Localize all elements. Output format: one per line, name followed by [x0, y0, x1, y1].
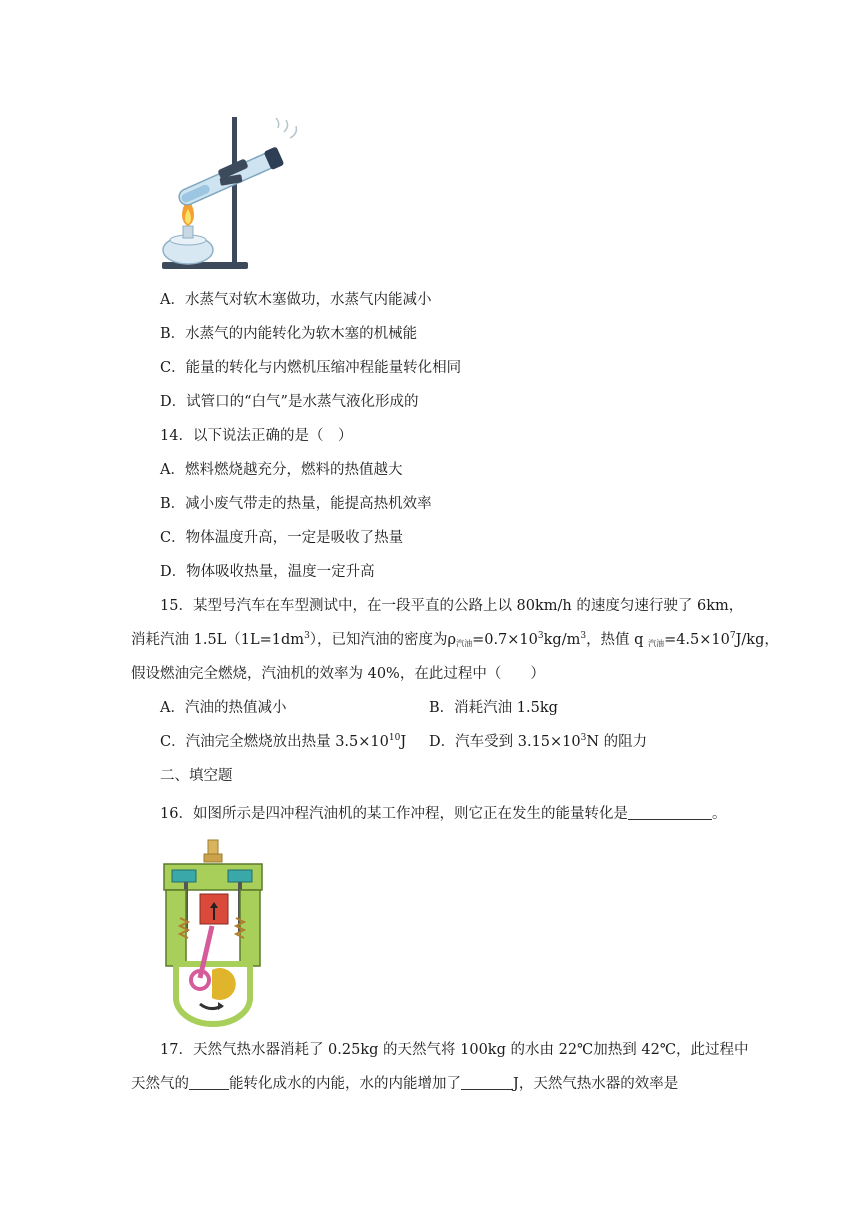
q14-option-c: C．物体温度升高，一定是吸收了热量	[160, 530, 404, 546]
q15-option-a: A．汽油的热值减小	[160, 700, 287, 716]
section-heading-fill-blank: 二、填空题	[160, 768, 233, 784]
q16-stem: 16．如图所示是四冲程汽油机的某工作冲程，则它正在发生的能量转化是 。	[160, 806, 727, 822]
q14-option-b: B．减小废气带走的热量，能提高热机效率	[160, 496, 432, 512]
q17-stem-line1: 17．天然气热水器消耗了 0.25kg 的天然气将 100kg 的水由 22℃加热到 42℃，此过程中	[160, 1042, 749, 1058]
engine-stroke-figure	[162, 838, 264, 1028]
q15-stem-line2: 消耗汽油 $1.5L(1L=1dm^3)$，已知汽油的密度为$\rho_{汽油}=0.7\times 10^3kg/m^3$，热值 q $_{汽油}=4.5\times 10^7J/kg$，	[131, 631, 779, 648]
q15-stem-line3: 假设燃油完全燃烧，汽油机的效率为 40%，在此过程中（ ）	[131, 666, 545, 682]
q14-option-d: D．物体吸收热量，温度一定升高	[160, 564, 375, 580]
q15-option-d: D．汽车受到 $3.15\times 10^3N$ 的阻力	[429, 733, 648, 750]
test-tube-heating-figure	[160, 112, 300, 274]
q13-option-c: C．能量的转化与内燃机压缩冲程能量转化相同	[160, 360, 462, 376]
q13-option-a: A．水蒸气对软木塞做功，水蒸气内能减小	[160, 292, 432, 308]
q17-internal-energy-blank[interactable]	[461, 1075, 513, 1090]
q15-stem-line1: 15．某型号汽车在车型测试中，在一段平直的公路上以 80km/h 的速度匀速行驶了 6km，	[160, 598, 744, 614]
q16-answer-blank[interactable]	[628, 805, 712, 820]
q17-stem-line2: 天然气的 能转化成水的内能，水的内能增加了 J，天然气热水器的效率是	[131, 1076, 679, 1092]
q13-option-b: B．水蒸气的内能转化为软木塞的机械能	[160, 326, 418, 342]
q15-option-b: B．消耗汽油 1.5kg	[429, 700, 558, 716]
q17-energy-blank[interactable]	[189, 1075, 229, 1090]
q15-option-c: C．汽油完全燃烧放出热量 $3.5\times 10^{10}J$	[160, 733, 407, 750]
q14-stem: 14．以下说法正确的是（ ）	[160, 428, 353, 444]
q14-option-a: A．燃料燃烧越充分，燃料的热值越大	[160, 462, 403, 478]
q13-option-d: D．试管口的“白气”是水蒸气液化形成的	[160, 394, 419, 410]
